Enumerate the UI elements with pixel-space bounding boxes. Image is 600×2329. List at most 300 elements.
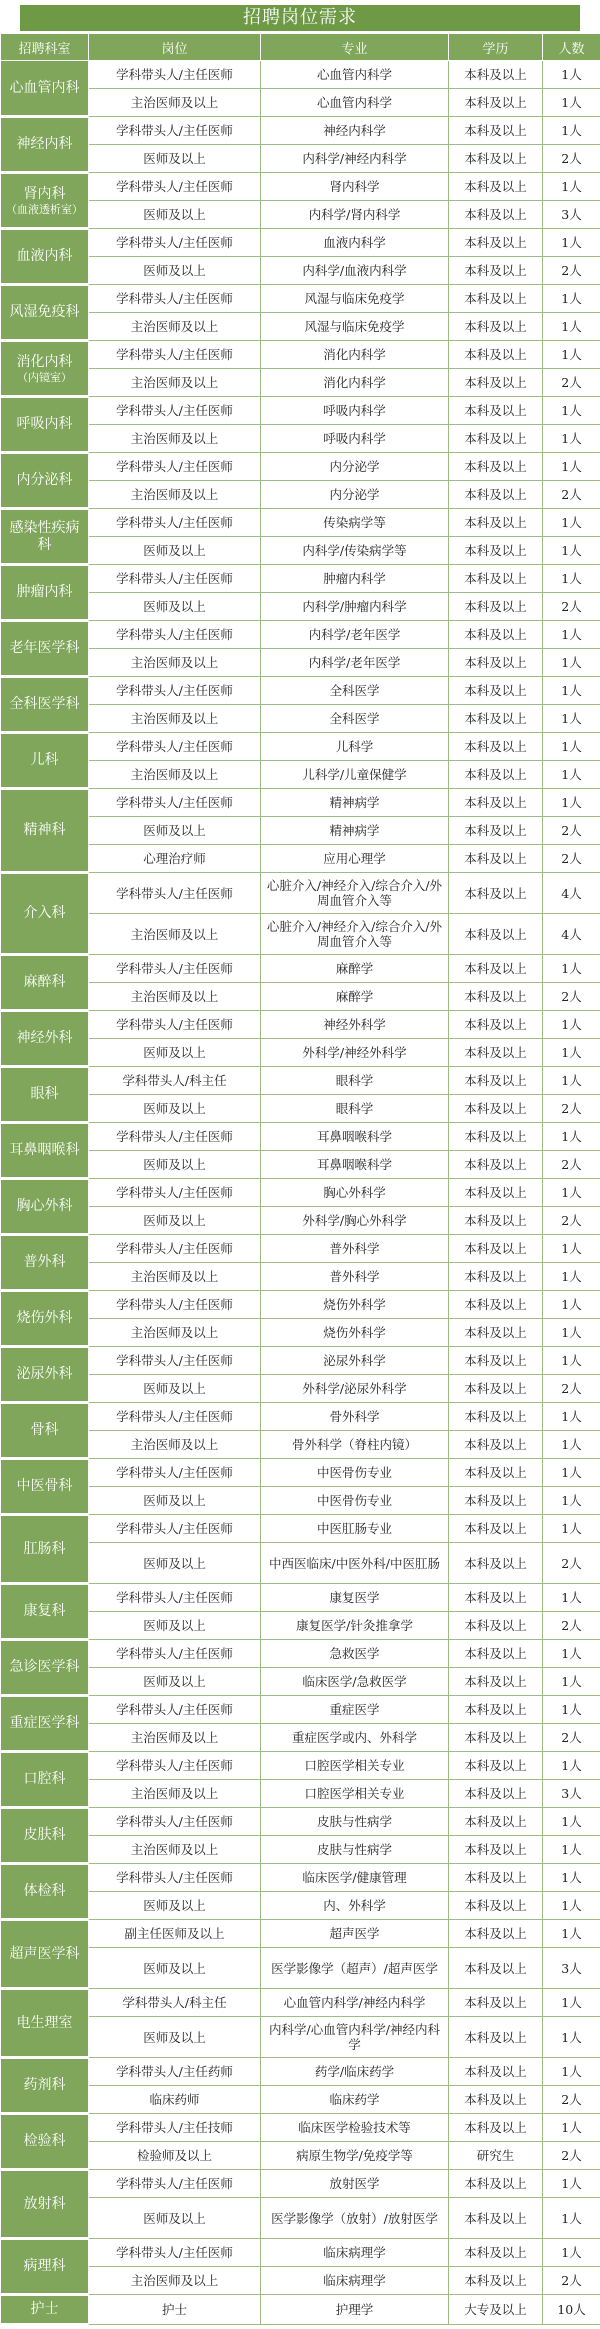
education-cell: 本科及以上 [449,733,543,761]
major-cell: 内科学/神经内科学 [261,145,449,173]
education-cell: 本科及以上 [449,2170,543,2198]
position-cell: 学科带头人/主任医师 [89,1515,261,1543]
table-row [1,61,600,89]
table-row [1,313,600,341]
position-cell: 学科带头人/主任医师 [89,173,261,201]
table-row [1,1347,600,1375]
department-name: 儿科 [30,752,59,768]
department-cell [1,453,89,509]
major-cell: 泌尿外科学 [261,1347,449,1375]
department-cell [1,1696,89,1752]
position-cell: 学科带头人/主任医师 [89,1808,261,1836]
education-cell: 本科及以上 [449,397,543,425]
table-row [1,2267,600,2295]
count-cell: 4人 [543,873,600,914]
count-cell: 1人 [543,1836,600,1864]
count-cell: 1人 [543,1640,600,1668]
count-cell: 2人 [543,145,600,173]
count-cell: 1人 [543,1459,600,1487]
major-cell: 外科学/胸心外科学 [261,1207,449,1235]
department-name: 超声医学科 [9,1945,80,1962]
education-cell: 本科及以上 [449,509,543,537]
position-cell: 医师及以上 [89,1612,261,1640]
major-cell: 内分泌学 [261,481,449,509]
count-cell: 1人 [543,89,600,117]
count-cell: 2人 [543,1151,600,1179]
major-cell: 外科学/泌尿外科学 [261,1375,449,1403]
major-cell: 血液内科学 [261,229,449,257]
education-cell: 本科及以上 [449,1724,543,1752]
count-cell: 2人 [543,1375,600,1403]
education-cell: 本科及以上 [449,789,543,817]
table-row [1,481,600,509]
table-row [1,789,600,817]
department-name: 电生理室 [16,2014,73,2031]
education-cell: 本科及以上 [449,621,543,649]
major-cell: 心血管内科学/神经内科学 [261,1989,449,2017]
education-cell: 本科及以上 [449,425,543,453]
position-cell: 医师及以上 [89,593,261,621]
department-name: 检验科 [23,2133,66,2149]
count-cell: 1人 [543,173,600,201]
position-cell: 医师及以上 [89,2017,261,2058]
education-cell: 本科及以上 [449,1808,543,1836]
major-cell: 康复医学/针灸推拿学 [261,1612,449,1640]
major-cell: 消化内科学 [261,369,449,397]
count-cell: 2人 [543,2267,600,2295]
count-cell: 1人 [543,1515,600,1543]
position-cell: 医师及以上 [89,1151,261,1179]
count-cell: 1人 [543,2239,600,2267]
major-cell: 传染病学等 [261,509,449,537]
education-cell: 本科及以上 [449,1403,543,1431]
education-cell: 本科及以上 [449,1067,543,1095]
education-cell: 本科及以上 [449,341,543,369]
position-cell: 学科带头人/科主任 [89,1067,261,1095]
count-cell: 2人 [543,1095,600,1123]
position-cell: 医师及以上 [89,257,261,285]
position-cell: 医师及以上 [89,145,261,173]
position-cell: 学科带头人/主任医师 [89,1584,261,1612]
department-name: 放射科 [23,2195,66,2212]
table-row [1,593,600,621]
count-cell: 1人 [543,537,600,565]
count-cell: 1人 [543,1808,600,1836]
table-row [1,733,600,761]
count-cell: 1人 [543,341,600,369]
count-cell: 1人 [543,1920,600,1948]
education-cell: 本科及以上 [449,89,543,117]
table-row [1,173,600,201]
education-cell: 本科及以上 [449,1989,543,2017]
table-row [1,914,600,955]
major-cell: 消化内科学 [261,341,449,369]
major-cell: 普外科学 [261,1235,449,1263]
page-title: 招聘岗位需求 [20,5,580,31]
education-cell: 本科及以上 [449,2267,543,2295]
major-cell: 中西医临床/中医外科/中医肛肠 [261,1543,449,1584]
table-row [1,705,600,733]
position-cell: 医师及以上 [89,201,261,229]
count-cell: 10人 [543,2295,600,2325]
department-name: 皮肤科 [23,1827,66,1843]
education-cell: 本科及以上 [449,1095,543,1123]
count-cell: 1人 [543,2170,600,2198]
education-cell: 本科及以上 [449,873,543,914]
education-cell: 本科及以上 [449,2114,543,2142]
count-cell: 1人 [543,1291,600,1319]
count-cell: 2人 [543,2086,600,2114]
education-cell: 本科及以上 [449,369,543,397]
major-cell: 胸心外科学 [261,1179,449,1207]
major-cell: 重症医学或内、外科学 [261,1724,449,1752]
major-cell: 放射医学 [261,2170,449,2198]
position-cell: 学科带头人/主任医师 [89,509,261,537]
department-name: 普外科 [23,1254,66,1270]
department-name: 血液内科 [16,248,73,264]
count-cell: 1人 [543,705,600,733]
major-cell: 肾内科学 [261,173,449,201]
major-cell: 临床医学/健康管理 [261,1864,449,1892]
table-row [1,621,600,649]
position-cell: 医师及以上 [89,1543,261,1584]
position-cell: 医师及以上 [89,1668,261,1696]
major-cell: 风湿与临床免疫学 [261,285,449,313]
department-name: 急诊医学科 [9,1659,80,1675]
count-cell: 3人 [543,201,600,229]
department-name: 护士 [30,2301,59,2317]
major-cell: 儿科学 [261,733,449,761]
table-row [1,201,600,229]
education-cell: 本科及以上 [449,845,543,873]
position-cell: 学科带头人/主任医师 [89,677,261,705]
department-name: 药剂科 [23,2077,66,2093]
education-cell: 本科及以上 [449,565,543,593]
major-cell: 临床病理学 [261,2239,449,2267]
major-cell: 呼吸内科学 [261,425,449,453]
department-name: 肾内科 [23,185,66,202]
major-cell: 急救医学 [261,1640,449,1668]
count-cell: 1人 [543,453,600,481]
education-cell: 本科及以上 [449,313,543,341]
department-cell [1,1989,89,2058]
count-cell: 1人 [543,61,600,89]
major-cell: 医学影像学（放射）/放射医学 [261,2198,449,2239]
major-cell: 心血管内科学 [261,61,449,89]
recruitment-table-wrap [0,33,600,2326]
count-cell: 1人 [543,677,600,705]
table-row [1,453,600,481]
position-cell: 主治医师及以上 [89,481,261,509]
count-cell: 1人 [543,1319,600,1347]
major-cell: 呼吸内科学 [261,397,449,425]
table-row [1,145,600,173]
position-cell: 主治医师及以上 [89,914,261,955]
table-body [1,61,600,2325]
department-cell [1,61,89,117]
major-cell: 全科医学 [261,705,449,733]
table-row [1,1640,600,1668]
table-row [1,1403,600,1431]
department-cell [1,1640,89,1696]
position-cell: 主治医师及以上 [89,983,261,1011]
position-cell: 医师及以上 [89,1487,261,1515]
major-cell: 内科学/心血管内科学/神经内科学 [261,2017,449,2058]
department-cell [1,341,89,397]
department-cell [1,1808,89,1864]
major-cell: 烧伤外科学 [261,1291,449,1319]
position-cell: 学科带头人/主任医师 [89,1403,261,1431]
position-cell: 学科带头人/主任医师 [89,565,261,593]
count-cell: 1人 [543,1892,600,1920]
education-cell: 本科及以上 [449,229,543,257]
position-cell: 主治医师及以上 [89,425,261,453]
department-cell [1,1179,89,1235]
table-row [1,369,600,397]
department-cell [1,1235,89,1291]
department-cell [1,509,89,565]
table-row [1,1724,600,1752]
department-cell [1,955,89,1011]
major-cell: 眼科学 [261,1095,449,1123]
table-row [1,509,600,537]
table-row [1,1892,600,1920]
education-cell: 本科及以上 [449,1640,543,1668]
education-cell: 本科及以上 [449,1752,543,1780]
major-cell: 儿科学/儿童保健学 [261,761,449,789]
position-cell: 学科带头人/主任医师 [89,1459,261,1487]
table-row [1,845,600,873]
education-cell: 本科及以上 [449,2017,543,2058]
count-cell: 1人 [543,2198,600,2239]
position-cell: 主治医师及以上 [89,89,261,117]
position-cell: 心理治疗师 [89,845,261,873]
major-cell: 超声医学 [261,1920,449,1948]
education-cell: 本科及以上 [449,1151,543,1179]
education-cell: 本科及以上 [449,481,543,509]
major-cell: 神经内科学 [261,117,449,145]
count-cell: 1人 [543,1487,600,1515]
table-row [1,2114,600,2142]
count-cell: 2人 [543,1612,600,1640]
position-cell: 医师及以上 [89,1948,261,1989]
education-cell: 本科及以上 [449,453,543,481]
education-cell: 本科及以上 [449,677,543,705]
major-cell: 骨外科学 [261,1403,449,1431]
department-name: 耳鼻咽喉科 [9,1142,80,1158]
count-cell: 4人 [543,914,600,955]
table-row [1,1920,600,1948]
department-cell [1,2058,89,2114]
department-name: 全科医学科 [9,696,80,712]
major-cell: 精神病学 [261,789,449,817]
department-cell [1,229,89,285]
table-row [1,1612,600,1640]
table-row [1,1123,600,1151]
count-cell: 2人 [543,1207,600,1235]
position-cell: 主治医师及以上 [89,1431,261,1459]
table-row [1,89,600,117]
count-cell: 2人 [543,845,600,873]
table-row [1,1375,600,1403]
count-cell: 1人 [543,733,600,761]
table-row [1,1752,600,1780]
table-row [1,1543,600,1584]
major-cell: 肿瘤内科学 [261,565,449,593]
education-cell: 本科及以上 [449,1892,543,1920]
department-name: 神经内科 [16,136,73,152]
major-cell: 医学影像学（超声）/超声医学 [261,1948,449,1989]
education-cell: 本科及以上 [449,1780,543,1808]
table-row [1,1668,600,1696]
education-cell: 本科及以上 [449,1948,543,1989]
count-cell: 1人 [543,1011,600,1039]
table-row [1,873,600,914]
position-cell: 临床药师 [89,2086,261,2114]
table-row [1,1067,600,1095]
education-cell: 本科及以上 [449,201,543,229]
department-name: 口腔科 [23,1771,66,1787]
department-cell [1,873,89,955]
department-cell [1,789,89,873]
major-cell: 皮肤与性病学 [261,1808,449,1836]
position-cell: 学科带头人/主任医师 [89,1696,261,1724]
count-cell: 2人 [543,369,600,397]
count-cell: 1人 [543,1431,600,1459]
department-cell [1,565,89,621]
count-cell: 1人 [543,313,600,341]
position-cell: 检验师及以上 [89,2142,261,2170]
position-cell: 学科带头人/主任医师 [89,789,261,817]
table-row [1,2170,600,2198]
table-row [1,565,600,593]
department-name: 泌尿外科 [16,1366,73,1382]
education-cell: 本科及以上 [449,173,543,201]
major-cell: 骨外科学（脊柱内镜） [261,1431,449,1459]
major-cell: 内科学/肾内科学 [261,201,449,229]
count-cell: 1人 [543,1403,600,1431]
education-cell: 研究生 [449,2142,543,2170]
table-row [1,649,600,677]
table-row [1,1207,600,1235]
table-row [1,1151,600,1179]
position-cell: 主治医师及以上 [89,1780,261,1808]
position-cell: 主治医师及以上 [89,2267,261,2295]
position-cell: 主治医师及以上 [89,1836,261,1864]
count-cell: 1人 [543,117,600,145]
major-cell: 内、外科学 [261,1892,449,1920]
department-cell [1,173,89,229]
education-cell: 本科及以上 [449,1543,543,1584]
count-cell: 2人 [543,1543,600,1584]
position-cell: 学科带头人/主任医师 [89,341,261,369]
table-row [1,2295,600,2325]
position-cell: 医师及以上 [89,1095,261,1123]
major-cell: 药学/临床药学 [261,2058,449,2086]
department-cell [1,2170,89,2239]
major-cell: 重症医学 [261,1696,449,1724]
major-cell: 心脏介入/神经介入/综合介入/外周血管介入等 [261,914,449,955]
major-cell: 全科医学 [261,677,449,705]
count-cell: 2人 [543,2142,600,2170]
department-name: 胸心外科 [16,1198,73,1214]
position-cell: 医师及以上 [89,1375,261,1403]
count-cell: 2人 [543,593,600,621]
major-cell: 中医肛肠专业 [261,1515,449,1543]
table-row [1,1780,600,1808]
education-cell: 本科及以上 [449,2239,543,2267]
education-cell: 本科及以上 [449,983,543,1011]
major-cell: 内科学/肿瘤内科学 [261,593,449,621]
department-cell [1,1123,89,1179]
count-cell: 1人 [543,1263,600,1291]
department-cell [1,1011,89,1067]
department-cell [1,1067,89,1123]
count-cell: 1人 [543,2114,600,2142]
education-cell: 本科及以上 [449,257,543,285]
department-cell [1,285,89,341]
major-cell: 康复医学 [261,1584,449,1612]
position-cell: 学科带头人/主任医师 [89,285,261,313]
major-cell: 内科学/传染病学等 [261,537,449,565]
department-name: 神经外科 [16,1030,73,1046]
major-cell: 内分泌学 [261,453,449,481]
count-cell: 1人 [543,1696,600,1724]
education-cell: 本科及以上 [449,1836,543,1864]
major-cell: 心脏介入/神经介入/综合介入/外周血管介入等 [261,873,449,914]
department-cell [1,1347,89,1403]
table-row [1,1319,600,1347]
major-cell: 内科学/老年医学 [261,621,449,649]
count-cell: 1人 [543,229,600,257]
table-row [1,2017,600,2058]
table-row [1,1696,600,1724]
major-cell: 临床医学检验技术等 [261,2114,449,2142]
department-cell [1,397,89,453]
education-cell: 本科及以上 [449,1235,543,1263]
department-cell [1,1584,89,1640]
position-cell: 主治医师及以上 [89,761,261,789]
education-cell: 本科及以上 [449,1207,543,1235]
department-name: 康复科 [23,1603,66,1619]
table-row [1,2142,600,2170]
count-cell: 1人 [543,955,600,983]
table-row [1,1011,600,1039]
position-cell: 学科带头人/主任医师 [89,1235,261,1263]
count-cell: 1人 [543,397,600,425]
table-row [1,1263,600,1291]
education-cell: 大专及以上 [449,2295,543,2325]
education-cell: 本科及以上 [449,1612,543,1640]
education-cell: 本科及以上 [449,2086,543,2114]
table-row [1,1584,600,1612]
table-row [1,1459,600,1487]
table-row [1,955,600,983]
header-position: 岗位 [89,34,261,61]
position-cell: 学科带头人/主任医师 [89,397,261,425]
department-name: 烧伤外科 [16,1310,73,1326]
major-cell: 内科学/老年医学 [261,649,449,677]
department-cell [1,117,89,173]
count-cell: 1人 [543,621,600,649]
education-cell: 本科及以上 [449,1039,543,1067]
department-name: 风湿免疫科 [9,304,80,320]
count-cell: 1人 [543,1179,600,1207]
table-row [1,1864,600,1892]
education-cell: 本科及以上 [449,1864,543,1892]
education-cell: 本科及以上 [449,1263,543,1291]
table-header-row [1,34,600,61]
